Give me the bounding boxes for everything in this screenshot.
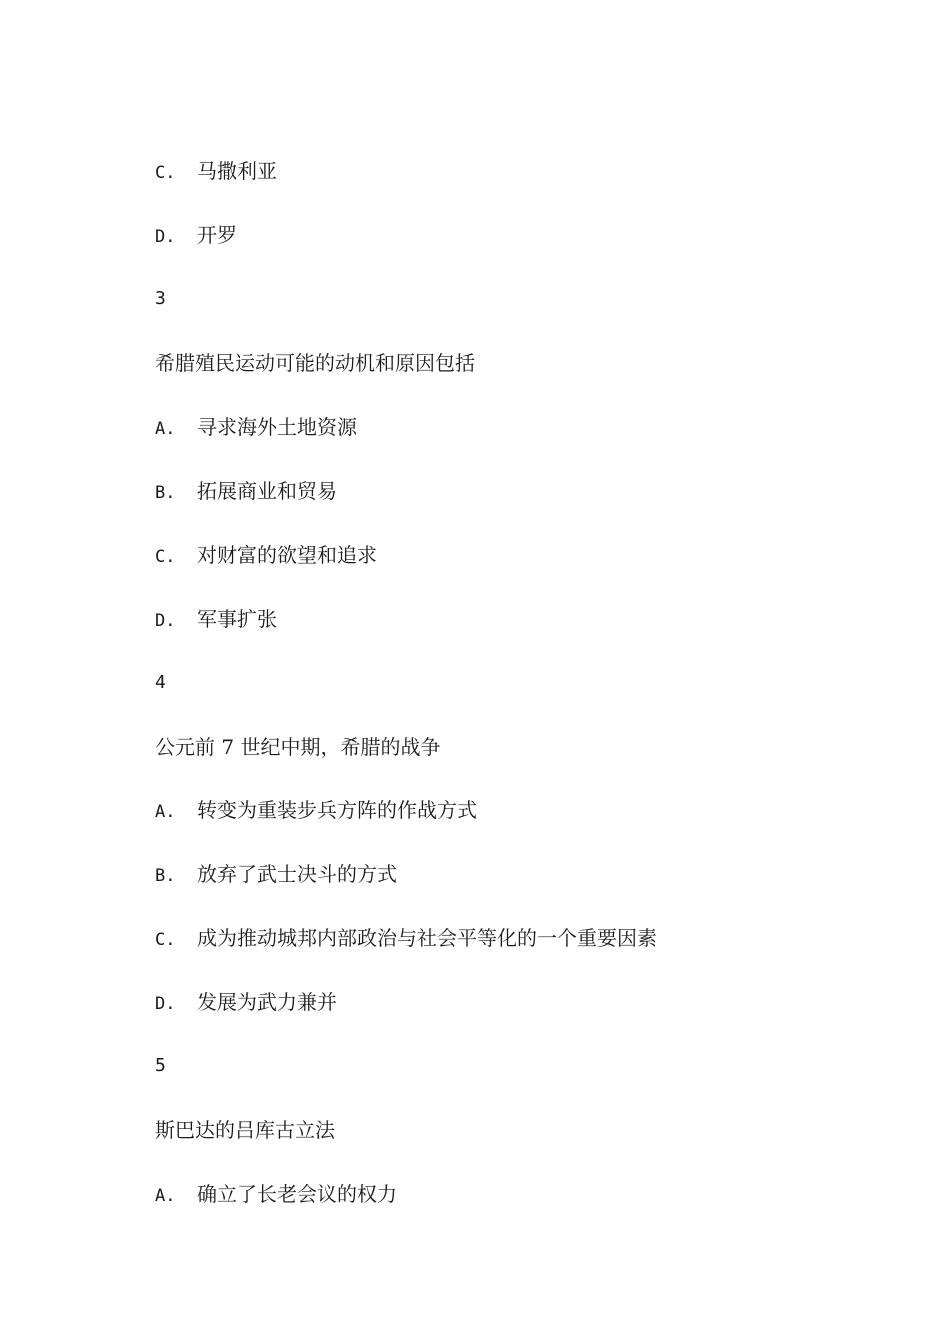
option-letter: C. [155, 163, 176, 183]
option-letter: D. [155, 227, 176, 247]
option-text: 放弃了武士决斗的方式 [197, 862, 397, 886]
option-line [155, 989, 337, 1017]
option-text: 成为推动城邦内部政治与社会平等化的一个重要因素 [197, 926, 657, 950]
question-number: 5 [155, 1055, 166, 1076]
option-letter: D. [155, 611, 176, 631]
option-line [155, 542, 377, 570]
question-text: 斯巴达的吕库古立法 [155, 1118, 335, 1142]
option-letter: A. [155, 419, 176, 439]
option-letter: A. [155, 1186, 176, 1206]
option-line [155, 861, 397, 889]
option-line [155, 925, 657, 953]
option-text: 军事扩张 [197, 607, 277, 631]
option-text: 确立了长老会议的权力 [197, 1182, 397, 1206]
option-letter: B. [155, 866, 176, 886]
option-line [155, 222, 237, 250]
option-text: 开罗 [197, 223, 237, 247]
question-text: 公元前 7 世纪中期，希腊的战争 [155, 735, 441, 759]
option-text: 转变为重装步兵方阵的作战方式 [197, 798, 477, 822]
option-letter: C. [155, 930, 176, 950]
option-text: 寻求海外土地资源 [197, 415, 357, 439]
option-text: 对财富的欲望和追求 [197, 543, 377, 567]
option-line [155, 158, 277, 186]
option-line [155, 414, 357, 442]
question-number: 4 [155, 672, 166, 693]
option-letter: C. [155, 547, 176, 567]
option-letter: A. [155, 802, 176, 822]
option-text: 拓展商业和贸易 [197, 479, 337, 503]
question-text: 希腊殖民运动可能的动机和原因包括 [155, 351, 475, 375]
option-text: 马撒利亚 [197, 159, 277, 183]
question-number: 3 [155, 288, 166, 309]
option-text: 发展为武力兼并 [197, 990, 337, 1014]
option-line [155, 606, 277, 634]
option-letter: D. [155, 994, 176, 1014]
option-letter: B. [155, 483, 176, 503]
option-line [155, 478, 337, 506]
option-line [155, 1181, 397, 1209]
option-line [155, 797, 477, 825]
